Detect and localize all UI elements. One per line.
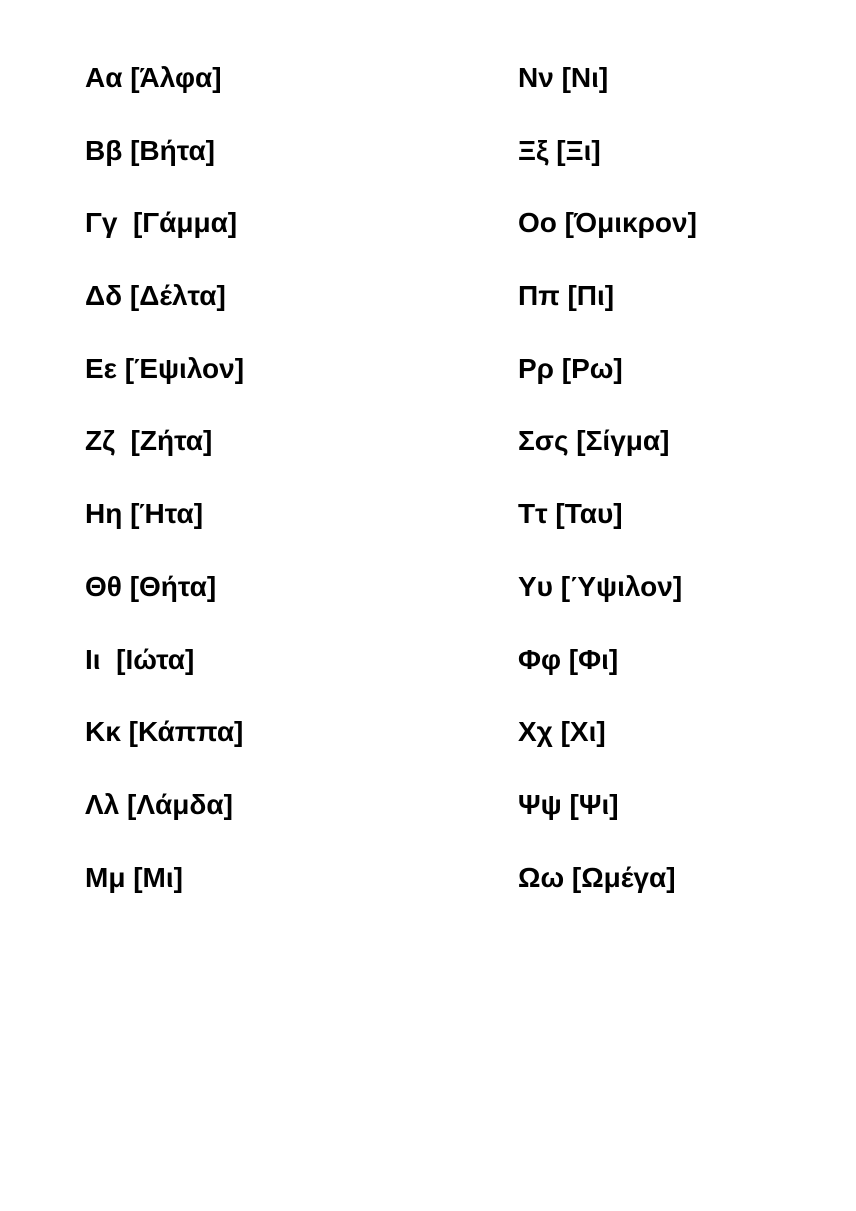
letter-entry-mu: Μμ [Μι]: [85, 861, 183, 893]
letter-entry-tau: Ττ [Ταυ]: [518, 498, 623, 530]
letter-entry-phi: Φφ [Φι]: [518, 643, 619, 675]
letter-entry-xi: Ξξ [Ξι]: [518, 134, 601, 166]
letter-entry-omicron: Οο [Όμικρον]: [518, 207, 697, 239]
letter-entry-epsilon: Εε [Έψιλον]: [85, 352, 245, 384]
letter-entry-gamma: Γγ [Γάμμα]: [85, 207, 238, 239]
letter-entry-psi: Ψψ [Ψι]: [518, 788, 619, 820]
letter-entry-eta: Ηη [Ήτα]: [85, 498, 204, 530]
letter-entry-pi: Ππ [Πι]: [518, 280, 615, 312]
letter-entry-upsilon: Υυ [Ύψιλον]: [518, 570, 683, 602]
letter-entry-alpha: Αα [Άλφα]: [85, 62, 222, 93]
letters-column-left: [85, 58, 244, 930]
letter-entry-beta: Ββ [Βήτα]: [85, 134, 215, 166]
letter-entry-sigma: Σσς [Σίγμα]: [518, 425, 670, 457]
letter-entry-omega: Ωω [Ωμέγα]: [518, 861, 676, 893]
letter-entry-rho: Ρρ [Ρω]: [518, 352, 623, 384]
letter-entry-lambda: Λλ [Λάμδα]: [85, 788, 233, 820]
letters-column-right: [518, 58, 697, 930]
letter-entry-zeta: Ζζ [Ζήτα]: [85, 425, 213, 457]
letter-entry-nu: Νν [Νι]: [518, 62, 609, 93]
letter-entry-theta: Θθ [Θήτα]: [85, 570, 217, 602]
letter-entry-delta: Δδ [Δέλτα]: [85, 280, 226, 312]
letter-entry-kappa: Κκ [Κάππα]: [85, 716, 244, 748]
letter-entry-chi: Χχ [Χι]: [518, 716, 606, 748]
letter-entry-iota: Ιι [Ιώτα]: [85, 643, 195, 675]
